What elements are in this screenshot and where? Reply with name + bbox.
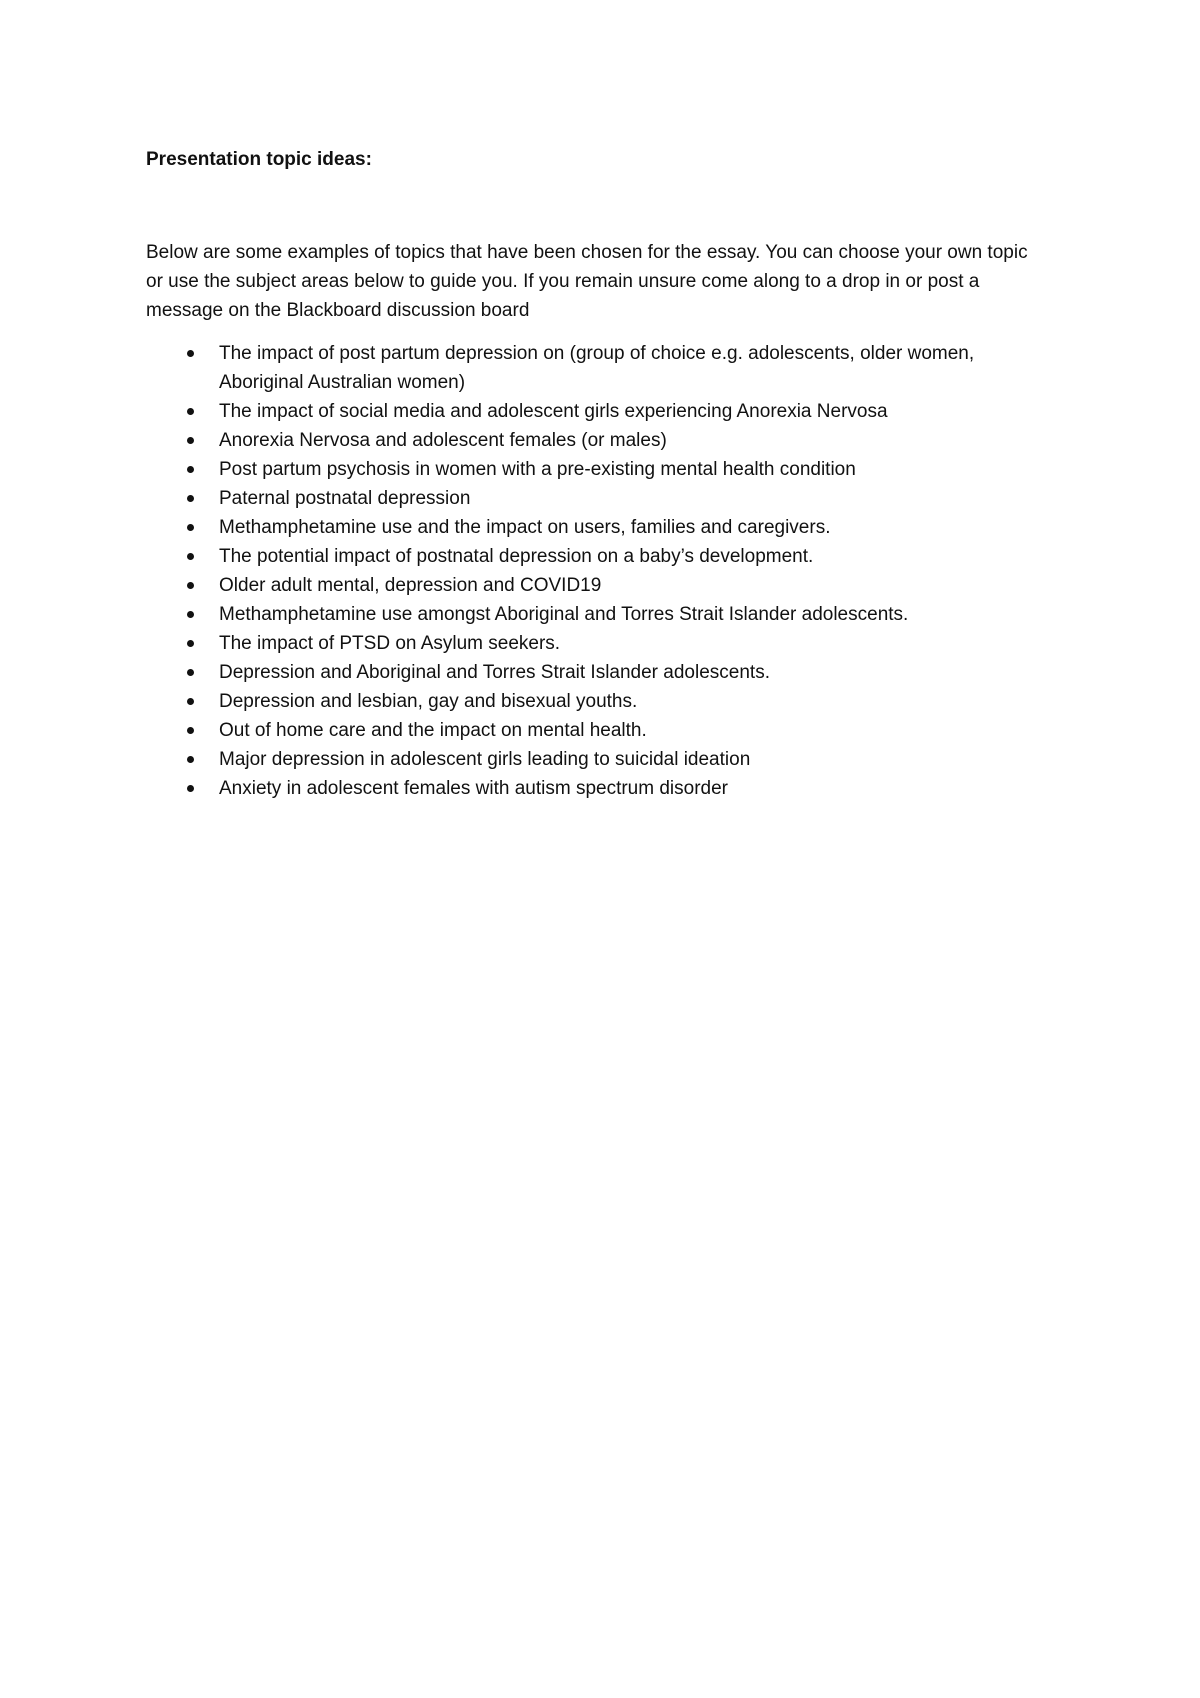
bullet-icon: [187, 640, 194, 647]
bullet-icon: [187, 466, 194, 473]
topic-text: Depression and Aboriginal and Torres Strait Islander adolescents.: [219, 662, 770, 683]
topic-text: Anorexia Nervosa and adolescent females (or males): [219, 430, 667, 451]
bullet-icon: [187, 582, 194, 589]
topic-text: Methamphetamine use amongst Aboriginal and Torres Strait Islander adolescents.: [219, 604, 909, 625]
list-item: [146, 716, 1049, 745]
list-item: [146, 600, 1049, 629]
topic-text: The impact of post partum depression on (group of choice e.g. adolescents, older women, Aboriginal Australian women): [219, 343, 975, 393]
topic-text: The potential impact of postnatal depression on a baby’s development.: [219, 546, 814, 567]
bullet-icon: [187, 495, 194, 502]
list-item: [146, 542, 1049, 571]
topic-text: Major depression in adolescent girls leading to suicidal ideation: [219, 749, 751, 770]
topic-text: Older adult mental, depression and COVID19: [219, 575, 602, 596]
bullet-icon: [187, 437, 194, 444]
list-item: [146, 339, 1049, 397]
bullet-icon: [187, 524, 194, 531]
list-item: [146, 571, 1049, 600]
bullet-icon: [187, 553, 194, 560]
bullet-icon: [187, 669, 194, 676]
topic-text: Paternal postnatal depression: [219, 488, 471, 509]
topic-text: Anxiety in adolescent females with autism spectrum disorder: [219, 778, 729, 799]
list-item: [146, 426, 1049, 455]
bullet-icon: [187, 408, 194, 415]
bullet-icon: [187, 611, 194, 618]
list-item: [146, 629, 1049, 658]
topic-text: The impact of social media and adolescent girls experiencing Anorexia Nervosa: [219, 401, 888, 422]
intro-paragraph: Below are some examples of topics that have been chosen for the essay. You can choose your own topic or use the subject areas below to guide you. If you remain unsure come along to a drop in or post a message on the Blackboard discussion board: [146, 242, 1028, 321]
topic-text: Post partum psychosis in women with a pre-existing mental health condition: [219, 459, 856, 480]
list-item: [146, 687, 1049, 716]
topic-list: [146, 339, 1046, 803]
list-item: [146, 513, 1049, 542]
list-item: [146, 658, 1049, 687]
bullet-icon: [187, 698, 194, 705]
bullet-icon: [187, 350, 194, 357]
page-title: Presentation topic ideas:: [146, 149, 372, 170]
bullet-icon: [187, 785, 194, 792]
document-body: [146, 148, 1046, 803]
list-item: [146, 774, 1049, 803]
list-item: [146, 397, 1049, 426]
bullet-icon: [187, 756, 194, 763]
topic-text: Depression and lesbian, gay and bisexual youths.: [219, 691, 638, 712]
list-item: [146, 455, 1049, 484]
list-item: [146, 745, 1049, 774]
topic-text: The impact of PTSD on Asylum seekers.: [219, 633, 561, 654]
topic-text: Methamphetamine use and the impact on users, families and caregivers.: [219, 517, 831, 538]
bullet-icon: [187, 727, 194, 734]
topic-text: Out of home care and the impact on mental health.: [219, 720, 647, 741]
list-item: [146, 484, 1049, 513]
